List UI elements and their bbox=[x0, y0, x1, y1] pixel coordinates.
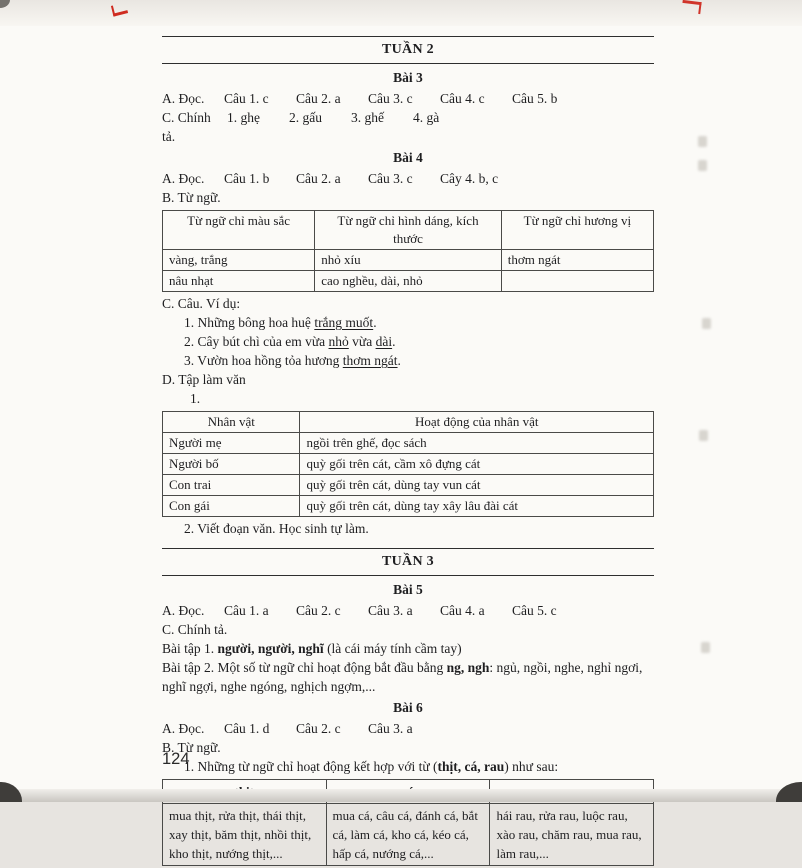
column-header: Từ ngữ chỉ hình dáng, kích thước bbox=[315, 211, 502, 250]
bold-words: thịt, cá, rau bbox=[437, 759, 505, 774]
answer: Câu 1. d bbox=[224, 721, 270, 736]
answer: Câu 3. c bbox=[368, 91, 413, 106]
table-cell: mua cá, câu cá, đánh cá, bắt cá, làm cá, kho cá, kéo cá, hấp cá, nướng cá,... bbox=[326, 804, 490, 866]
bai5-title: Bài 5 bbox=[393, 582, 423, 597]
underlined-word: nhỏ bbox=[328, 334, 349, 349]
baitap-1-line bbox=[162, 639, 654, 658]
exercise-text: Bài tập 2. Một số từ ngữ chỉ hoạt động bắt đầu bằng bbox=[162, 660, 447, 675]
table-cell bbox=[501, 271, 653, 292]
sentence-text: . bbox=[397, 353, 401, 368]
ink-bleed-mark bbox=[699, 430, 708, 441]
answer: Câu 4. c bbox=[440, 91, 485, 106]
answer: Câu 1. b bbox=[224, 171, 270, 186]
table-header-row bbox=[163, 211, 654, 250]
answer: Câu 5. c bbox=[512, 603, 557, 618]
bai4-doc-row bbox=[162, 169, 654, 188]
table-cell: quỳ gối trên cát, dùng tay vun cát bbox=[300, 475, 654, 496]
table-row bbox=[163, 496, 654, 517]
table-cell: cao nghều, dài, nhỏ bbox=[315, 271, 502, 292]
cau-label: C. Câu. Ví dụ: bbox=[162, 296, 241, 311]
sentence-text: 3. Vườn hoa hồng tỏa hương bbox=[184, 353, 343, 368]
sentence-text: 2. Cây bút chì của em vừa bbox=[184, 334, 329, 349]
ink-bleed-mark bbox=[702, 318, 711, 329]
answer: Câu 2. c bbox=[296, 721, 341, 736]
answer: 1. ghẹ bbox=[227, 110, 260, 125]
bai3-doc-label: A. Đọc. bbox=[162, 91, 205, 106]
table-cell: thơm ngát bbox=[501, 250, 653, 271]
answer: Cây 4. b, c bbox=[440, 171, 499, 186]
table-row bbox=[163, 433, 654, 454]
answer: Câu 5. b bbox=[512, 91, 558, 106]
bai6-doc-label: A. Đọc. bbox=[162, 721, 205, 736]
page-number: 124 bbox=[162, 750, 190, 768]
underlined-word: trắng muốt bbox=[314, 315, 374, 330]
photo-corner bbox=[0, 782, 22, 802]
table-cell: Người mẹ bbox=[163, 433, 300, 454]
answer: Câu 2. a bbox=[296, 91, 341, 106]
table-row bbox=[163, 475, 654, 496]
table-row bbox=[163, 271, 654, 292]
word-category-table bbox=[162, 210, 654, 292]
page-content bbox=[162, 36, 654, 868]
table-cell: nhỏ xíu bbox=[315, 250, 502, 271]
bold-words: người, người, nghĩ bbox=[217, 641, 324, 656]
answer: Câu 1. c bbox=[224, 91, 269, 106]
bai6-tungu-label: B. Từ ngữ. bbox=[162, 740, 221, 755]
bai4-tungu-label: B. Từ ngữ. bbox=[162, 190, 221, 205]
table-cell: mua thịt, rửa thịt, thái thịt, xay thịt, băm thịt, nhồi thịt, kho thịt, nướng thịt,... bbox=[163, 804, 327, 866]
bai6-title: Bài 6 bbox=[393, 700, 423, 715]
table-cell: nâu nhạt bbox=[163, 271, 315, 292]
column-header: Nhân vật bbox=[163, 412, 300, 433]
week3-heading bbox=[162, 548, 654, 576]
character-activity-table bbox=[162, 411, 654, 517]
table-cell: quỳ gối trên cát, dùng tay xây lâu đài cát bbox=[300, 496, 654, 517]
item-text: ) như sau: bbox=[504, 759, 559, 774]
bai5-doc-label: A. Đọc. bbox=[162, 603, 205, 618]
answer: Câu 3. c bbox=[368, 171, 413, 186]
bold-words: ng, ngh bbox=[446, 660, 490, 675]
answer: Câu 3. a bbox=[368, 721, 413, 736]
exercise-text: : ngủ, ngồi, nghe, nghỉ ngơi, nghĩ ngợi, nghe ngóng, nghịch ngợm,... bbox=[162, 660, 643, 694]
bai4-doc-label: A. Đọc. bbox=[162, 171, 205, 186]
answer: 4. gà bbox=[413, 110, 440, 125]
red-pen-mark bbox=[681, 0, 701, 14]
table-cell: quỳ gối trên cát, cầm xô đựng cát bbox=[300, 454, 654, 475]
bai3-title: Bài 3 bbox=[393, 70, 423, 85]
table-cell: Con trai bbox=[163, 475, 300, 496]
answer: 2. gấu bbox=[289, 110, 322, 125]
exercise-text: Bài tập 1. bbox=[162, 641, 218, 656]
taplamvan-item-1: 1. bbox=[190, 391, 201, 406]
ink-bleed-mark bbox=[698, 160, 707, 171]
bai3-chinhta-row bbox=[162, 108, 654, 146]
table-row bbox=[163, 804, 654, 866]
ink-bleed-mark bbox=[701, 642, 710, 653]
taplamvan-item-2: 2. Viết đoạn văn. Học sinh tự làm. bbox=[184, 521, 369, 536]
example-sentence-2 bbox=[162, 332, 654, 351]
table-cell: Con gái bbox=[163, 496, 300, 517]
baitap-2-paragraph bbox=[162, 658, 654, 696]
answer: Câu 2. a bbox=[296, 171, 341, 186]
bai5-doc-row bbox=[162, 601, 654, 620]
table-cell: ngồi trên ghế, đọc sách bbox=[300, 433, 654, 454]
table-cell: vàng, trắng bbox=[163, 250, 315, 271]
sentence-text: . bbox=[373, 315, 377, 330]
column-header: Hoạt động của nhân vật bbox=[300, 412, 654, 433]
sentence-text: . bbox=[392, 334, 396, 349]
photo-bottom-edge bbox=[0, 789, 802, 802]
underlined-word: thơm ngát bbox=[342, 353, 398, 368]
answer: Câu 4. a bbox=[440, 603, 485, 618]
item-text: 1. Những từ ngữ chỉ hoạt động kết hợp với từ ( bbox=[184, 759, 438, 774]
answer: 3. ghế bbox=[351, 110, 384, 125]
underlined-word: dài bbox=[375, 334, 393, 349]
bai3-doc-row bbox=[162, 89, 654, 108]
answer: Câu 1. a bbox=[224, 603, 269, 618]
exercise-text: (là cái máy tính cầm tay) bbox=[323, 641, 462, 656]
table-cell: Người bố bbox=[163, 454, 300, 475]
week2-heading bbox=[162, 36, 654, 64]
taplamvan-label: D. Tập làm văn bbox=[162, 372, 246, 387]
example-sentence-3 bbox=[162, 351, 654, 370]
column-header: Từ ngữ chỉ hương vị bbox=[501, 211, 653, 250]
bai6-doc-row bbox=[162, 719, 654, 738]
table-header-row bbox=[163, 412, 654, 433]
answer: Câu 2. c bbox=[296, 603, 341, 618]
ink-bleed-mark bbox=[698, 136, 707, 147]
table-cell: hái rau, rửa rau, luộc rau, xào rau, chăm rau, mua rau, làm rau,... bbox=[490, 804, 654, 866]
sentence-text: vừa bbox=[348, 334, 376, 349]
bai3-chinhta-label: C. Chính tả. bbox=[162, 110, 211, 144]
table-row bbox=[163, 250, 654, 271]
answer: Câu 3. a bbox=[368, 603, 413, 618]
example-sentence-1 bbox=[162, 313, 654, 332]
week3-title: TUẦN 3 bbox=[382, 554, 434, 569]
sentence-text: 1. Những bông hoa huệ bbox=[184, 315, 315, 330]
bai4-title: Bài 4 bbox=[393, 150, 423, 165]
week2-title: TUẦN 2 bbox=[382, 42, 434, 57]
bai6-item-1 bbox=[162, 757, 654, 776]
bai5-chinhta-label: C. Chính tả. bbox=[162, 622, 228, 637]
column-header: Từ ngữ chỉ màu sắc bbox=[163, 211, 315, 250]
photo-corner bbox=[776, 782, 802, 802]
table-row bbox=[163, 454, 654, 475]
